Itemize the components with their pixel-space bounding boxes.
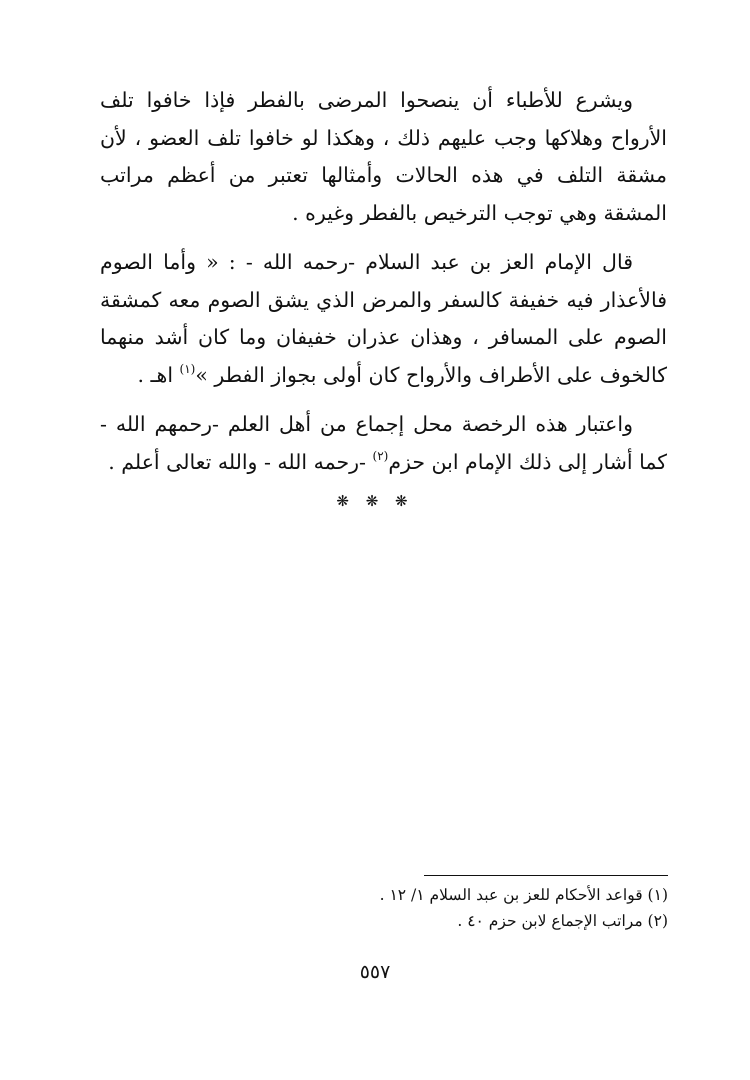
footnote-rule [424,875,668,876]
main-text [100,82,667,493]
page-number: ٥٥٧ [359,961,391,983]
footnote-1: (١) قواعد الأحكام للعز بن عبد السلام ١/ ١٢ . [379,886,668,904]
paragraph-3 [100,406,667,481]
footnote-ref-1: (١) [179,361,196,376]
section-separator: ❋ ❋ ❋ [336,492,414,510]
paragraph-1: ويشرع للأطباء أن ينصحوا المرضى بالفطر فإذا خافوا تلف الأرواح وهلاكها وجب عليهم ذلك ، وهكذا لو خافوا تلف العضو ، لأن مشقة التلف في هذه الحالات وأمثالها تعتبر من أعظم مراتب المشقة وهي توجب الترخيص بالفطر وغيره . [100,88,667,225]
paragraph-3-text: واعتبار هذه الرخصة محل إجماع من أهل العلم -رحمهم الله - كما أشار إلى ذلك الإمام ابن حزم [100,412,667,474]
footnote-2: (٢) مراتب الإجماع لابن حزم ٤٠ . [457,912,668,930]
paragraph-2-end: اهـ . [137,362,180,387]
footnotes [300,882,668,934]
footnote-ref-2: (٢) [372,448,389,463]
paragraph-2 [100,244,667,394]
paragraph-2-text: قال الإمام العز بن عبد السلام -رحمه الله - : « وأما الصوم فالأعذار فيه خفيفة كالسفر والمرض الذي يشق الصوم معه كمشقة الصوم على المسافر ، وهذان عذران خفيفان وما كان أشد منهما كالخوف على الأطراف والأرواح كان أولى بجواز الفطر » [100,250,667,387]
paragraph-3-end: -رحمه الله - والله تعالى أعلم . [108,449,373,474]
